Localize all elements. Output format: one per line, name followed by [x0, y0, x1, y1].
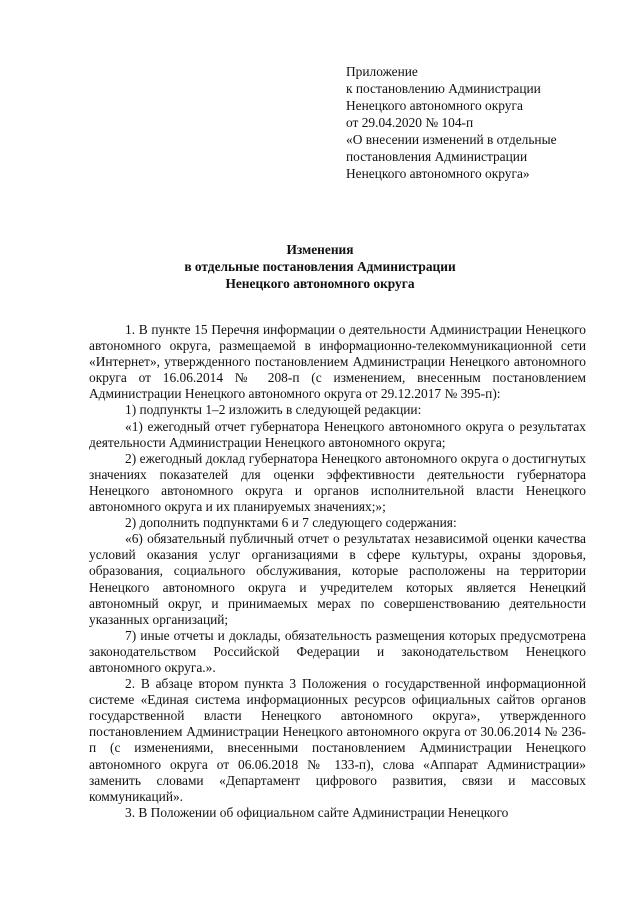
- body-paragraph: 2. В абзаце втором пункта 3 Положения о государственной информационной системе «Единая система информационных ресурсов официальных сайтов органов государственной власти Ненецкого автономного округа», утвержденного постановлением Администрации Ненецкого автономного округа от 30.06.2014 № 236-п (с изменениями, внесенными постановлением Администрации Ненецкого автономного округа от 06.06.2018 № 133-п), слова «Аппарат Администрации» заменить словами «Департамент цифрового развития, связи и массовых коммуникаций».: [89, 676, 586, 804]
- title-line: Изменения: [286, 242, 354, 257]
- appendix-line: Ненецкого автономного округа»: [346, 166, 530, 181]
- appendix-line: Приложение: [346, 64, 418, 79]
- appendix-line: «О внесении изменений в отдельные: [346, 132, 557, 147]
- appendix-line: Ненецкого автономного округа: [346, 98, 523, 113]
- appendix-line: постановления Администрации: [346, 149, 528, 164]
- title-line: в отдельные постановления Администрации: [184, 259, 456, 274]
- body-paragraph: 3. В Положении об официальном сайте Администрации Ненецкого: [125, 804, 509, 820]
- body-paragraph: 1. В пункте 15 Перечня информации о деятельности Администрации Ненецкого автономного округа, размещаемой в информационно-телекоммуникационной сети «Интернет», утвержденного постановлением Администрации Ненецкого автономного округа от 16.06.2014 № 208-п (с изменением, внесенным постановлением Администрации Ненецкого автономного округа от 29.12.2017 № 395-п):: [89, 322, 586, 402]
- appendix-line: к постановлению Администрации: [346, 81, 541, 96]
- body-paragraph: 2) ежегодный доклад губернатора Ненецкого автономного округа о достигнутых значениях показателей для оценки эффективности деятельности губернатора Ненецкого автономного округа и органов исполнительной власти Ненецкого автономного округа и их планируемых значениях;»;: [89, 450, 586, 515]
- title-line: Ненецкого автономного округа: [225, 276, 415, 291]
- body-paragraph: «1) ежегодный отчет губернатора Ненецкого автономного округа о результатах деятельности Администрации Ненецкого автономного округа;: [89, 418, 586, 450]
- body-paragraph: «6) обязательный публичный отчет о результатах независимой оценки качества условий оказания услуг организациями в сфере культуры, охраны здоровья, образования, социального обслуживания, которые расположены на территории Ненецкого автономного округа и учредителем которых является Ненецкий автономный округ, и принимаемых мерах по совершенствованию деятельности указанных организаций;: [89, 531, 586, 627]
- body-paragraph: 7) иные отчеты и доклады, обязательность размещения которых предусмотрена законодательством Российской Федерации и законодательством Ненецкого автономного округа.».: [89, 627, 586, 675]
- document-body: [89, 322, 586, 821]
- document-title: [0, 241, 640, 292]
- appendix-header: [346, 63, 616, 182]
- appendix-line: от 29.04.2020 № 104-п: [346, 115, 474, 130]
- body-paragraph: 2) дополнить подпунктами 6 и 7 следующего содержания:: [125, 515, 457, 531]
- body-paragraph: 1) подпункты 1–2 изложить в следующей редакции:: [125, 402, 422, 418]
